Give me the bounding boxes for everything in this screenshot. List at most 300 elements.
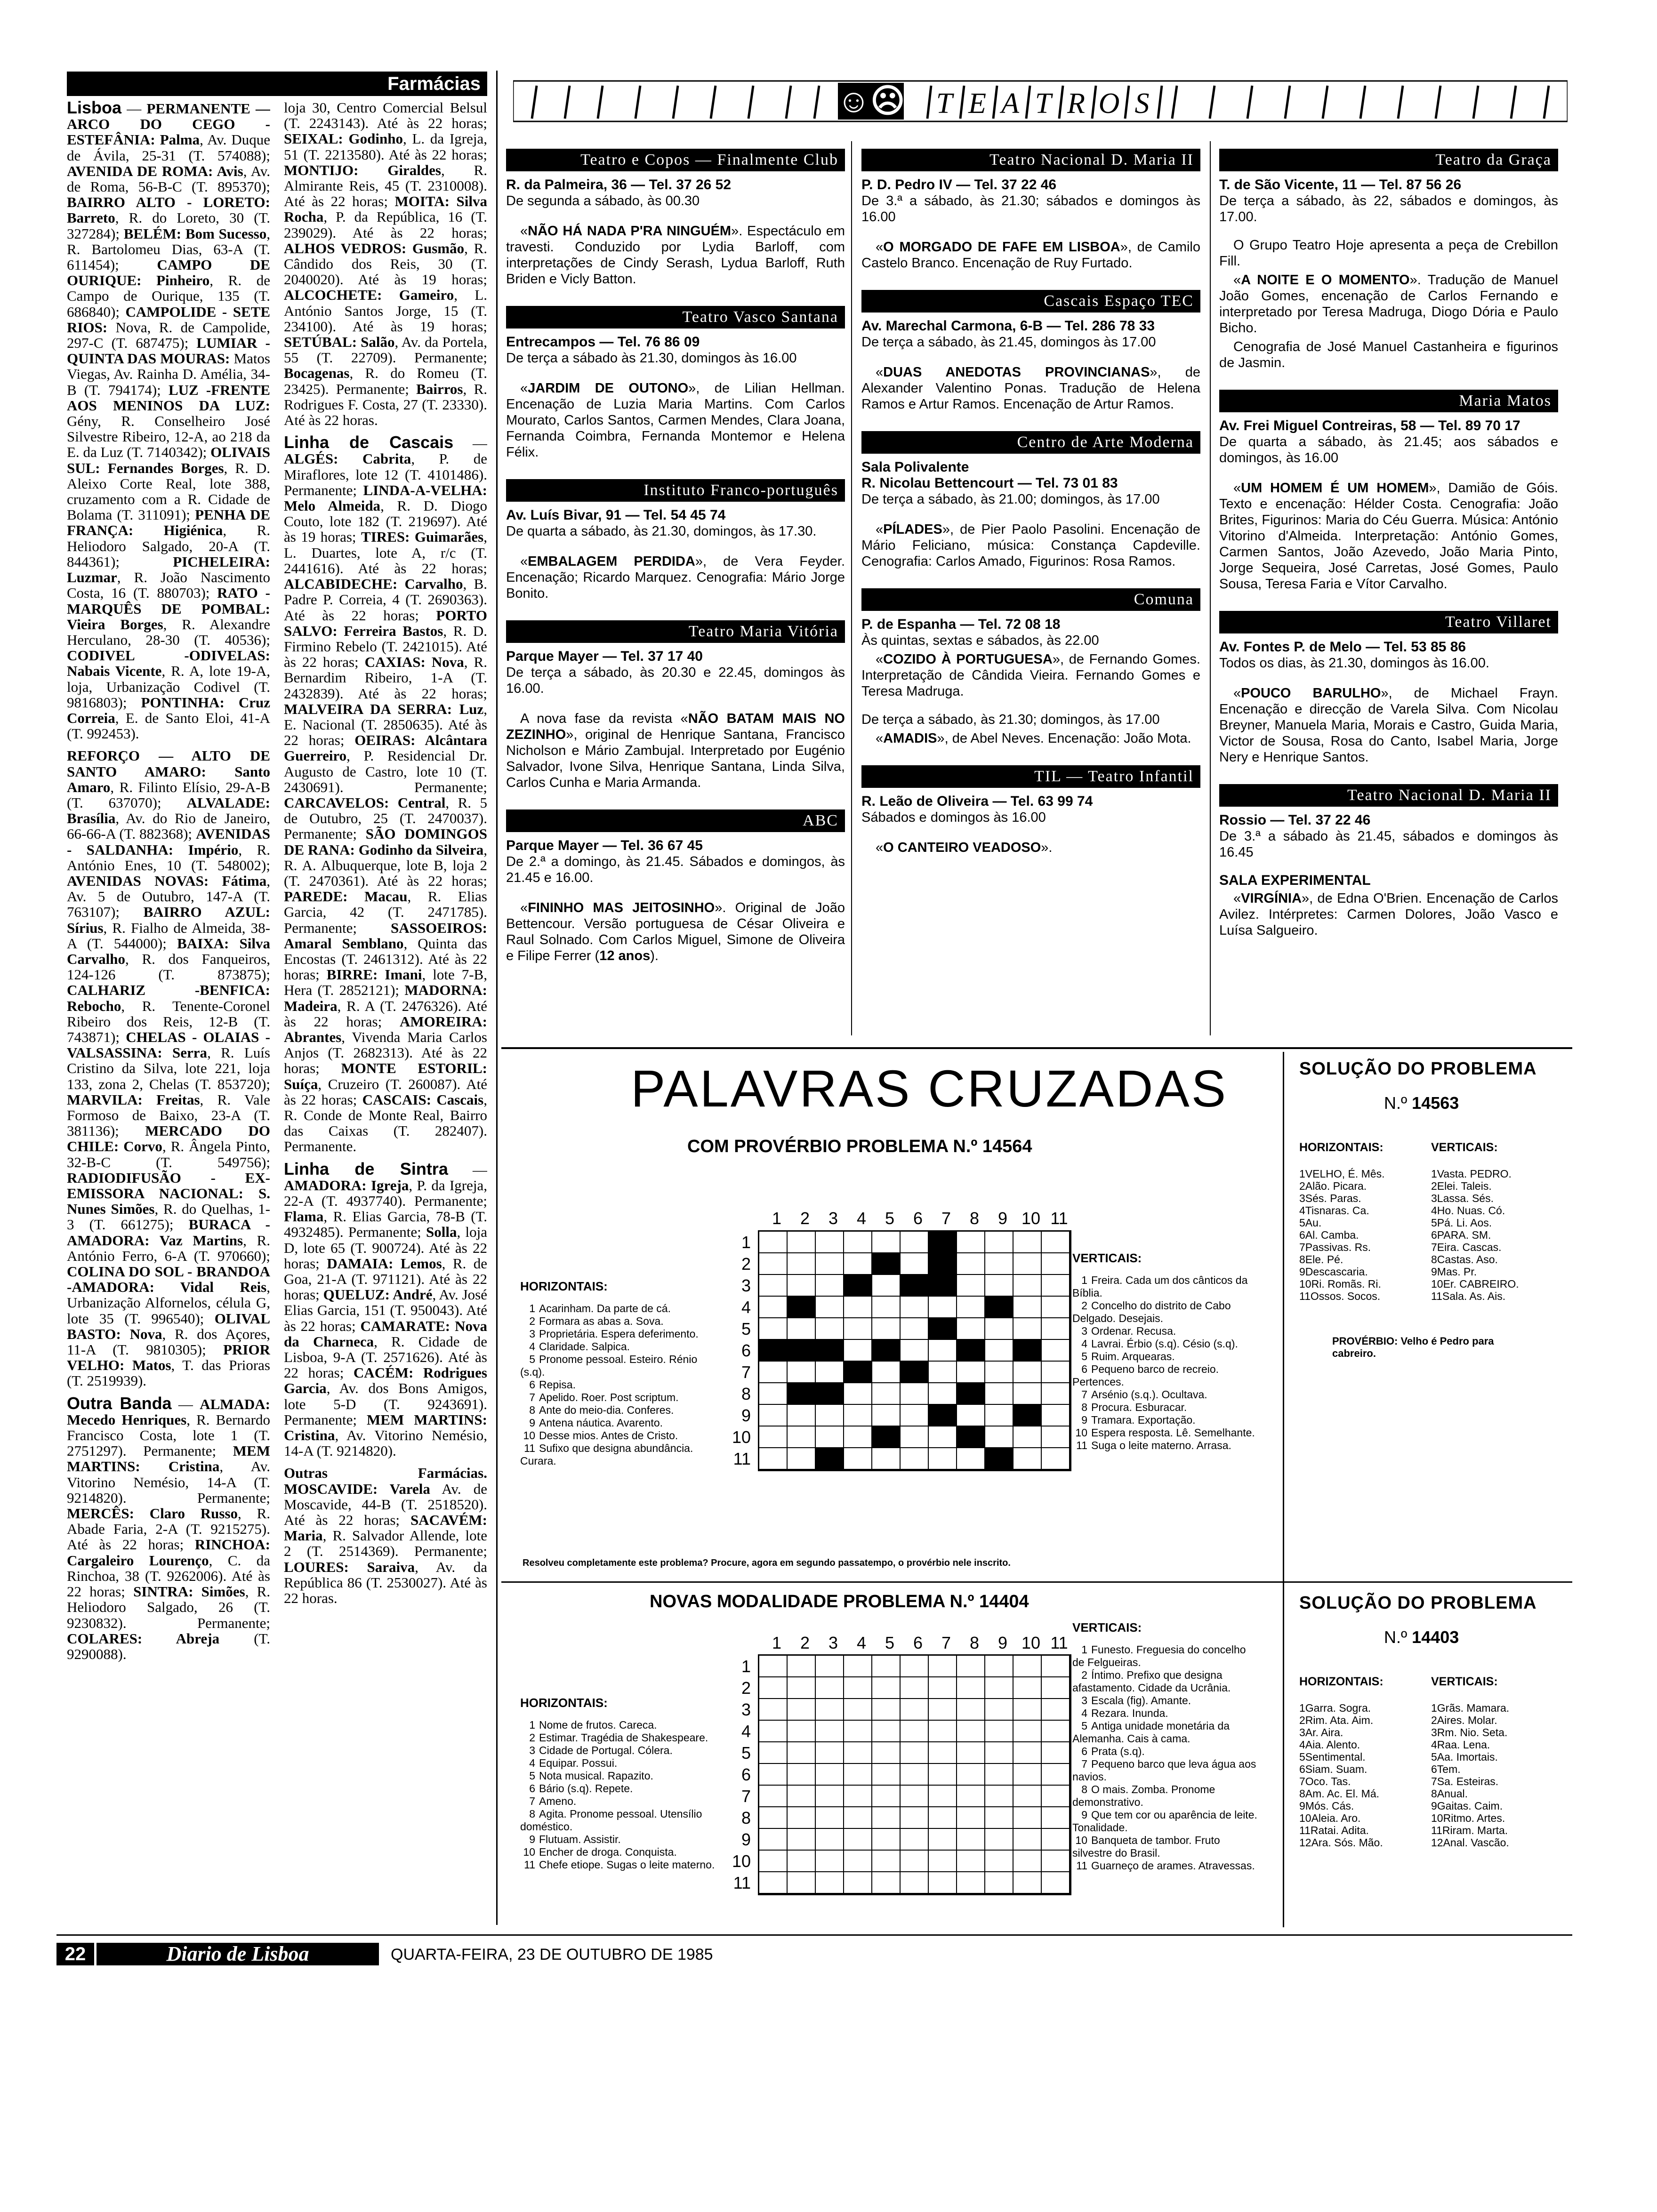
- grid-cell[interactable]: [816, 1764, 844, 1786]
- grid-cell[interactable]: [901, 1786, 929, 1807]
- black-cell: [788, 1340, 816, 1362]
- grid-cell[interactable]: [788, 1721, 816, 1742]
- grid-cell[interactable]: [1042, 1829, 1070, 1851]
- grid-cell[interactable]: [872, 1448, 901, 1470]
- grid-cell[interactable]: [872, 1807, 901, 1829]
- grid-cell[interactable]: [901, 1427, 929, 1448]
- grid-cell[interactable]: [1014, 1677, 1042, 1699]
- grid-cell[interactable]: [1042, 1318, 1070, 1340]
- column-number: 5: [885, 1209, 895, 1228]
- grid-cell[interactable]: [1014, 1318, 1042, 1340]
- grid-cell[interactable]: [759, 1677, 788, 1699]
- grid-cell[interactable]: [1014, 1427, 1042, 1448]
- grid-cell[interactable]: [788, 1851, 816, 1872]
- grid-cell[interactable]: [759, 1742, 788, 1764]
- grid-cell[interactable]: [1042, 1232, 1070, 1253]
- clue: 11 Guarneço de arames. Atravessas.: [1076, 1859, 1255, 1872]
- grid-cell[interactable]: [788, 1318, 816, 1340]
- grid-cell[interactable]: [1042, 1297, 1070, 1318]
- grid-cell[interactable]: [1014, 1699, 1042, 1721]
- grid-cell[interactable]: [901, 1677, 929, 1699]
- grid-cell[interactable]: [872, 1742, 901, 1764]
- grid-cell[interactable]: [816, 1253, 844, 1275]
- grid-cell[interactable]: [957, 1275, 985, 1297]
- grid-cell[interactable]: [985, 1362, 1014, 1383]
- clue: 4Tisnaras. Ca.: [1299, 1204, 1369, 1217]
- grid-cell[interactable]: [759, 1764, 788, 1786]
- clue: 10Ritmo. Artes.: [1431, 1812, 1505, 1824]
- verticais-clues-1: [1072, 1252, 1261, 1452]
- grid-cell[interactable]: [759, 1362, 788, 1383]
- grid-cell[interactable]: [901, 1699, 929, 1721]
- grid-cell[interactable]: [759, 1656, 788, 1677]
- grid-cell[interactable]: [929, 1362, 957, 1383]
- header-letter: E: [968, 88, 986, 120]
- grid-cell[interactable]: [1014, 1829, 1042, 1851]
- row-number: 11: [733, 1449, 751, 1468]
- clue: 6 Bário (s.q). Repete.: [529, 1782, 633, 1795]
- clue: 11 Chefe etiope. Sugas o leite materno.: [524, 1859, 715, 1871]
- grid-cell[interactable]: [1042, 1405, 1070, 1427]
- clue: 4Ho. Nuas. Có.: [1431, 1204, 1505, 1217]
- grid-cell[interactable]: [816, 1297, 844, 1318]
- grid-cell[interactable]: [788, 1275, 816, 1297]
- grid-cell[interactable]: [759, 1318, 788, 1340]
- grid-cell[interactable]: [1014, 1786, 1042, 1807]
- grid-cell[interactable]: [788, 1764, 816, 1786]
- clue: 8 Agita. Pronome pessoal. Utensílio doméstico.: [520, 1808, 702, 1833]
- grid-cell[interactable]: [1042, 1427, 1070, 1448]
- grid-cell[interactable]: [901, 1448, 929, 1470]
- grid-cell[interactable]: [788, 1829, 816, 1851]
- grid-cell[interactable]: [816, 1362, 844, 1383]
- row-number: 5: [741, 1743, 751, 1763]
- grid-cell[interactable]: [816, 1721, 844, 1742]
- grid-cell[interactable]: [759, 1786, 788, 1807]
- clue: 2 Formara as abas a. Sova.: [529, 1315, 664, 1327]
- grid-cell[interactable]: [1014, 1253, 1042, 1275]
- theatre-play: «EMBALAGEM PERDIDA», de Vera Feyder. Encenação; Ricardo Marquez. Cenografia: Mário Jorge Bonito.: [506, 554, 845, 601]
- grid-cell[interactable]: [901, 1253, 929, 1275]
- farmacia-paragraph: REFORÇO — ALTO DE SANTO AMARO: Santo Amaro, R. Filinto Elísio, 29-A-B (T. 637070); ALVALADE: Brasília, Av. do Rio de Janeiro, 66-66-A (T. 882368); AVENIDAS - SALDANHA: Império, R. António Enes, 10 (T. 548002); AVENIDAS NOVAS: Fátima, Av. 5 de Outubro, 147-A (T. 763107); BAIRRO AZUL: Sírius, R. Fialho de Almeida, 38-A (T. 544000); BAIXA: Silva Carvalho, R. dos Fanqueiros, 124-126 (T. 873875); CALHARIZ -BENFICA: Rebocho, R. Tenente-Coronel Ribeiro dos Reis, 12-B (T. 743871); CHELAS - OLAIAS - VALSASSINA: Serra, R. Luís Cristino da Silva, lote 221, loja 133, zona 2, Chelas (T. 853720); MARVILA: Freitas, R. Vale Formoso de Baixo, 23-A (T. 381136); MERCADO DO CHILE: Corvo, R. Ângela Pinto, 32-B-C (T. 549756); RADIODIFUSÃO - EX-EMISSORA NACIONAL: S. Nunes Simões, R. do Quelhas, 1-3 (T. 661275); BURACA - AMADORA: Vaz Martins, R. António Ferro, 6-A (T. 970660); COLINA DO SOL - BRANDOA -AMADORA: Vidal Reis, Urbanização Alfornelos, célula G, lote 35 (T. 996540); OLIVAL BASTO: Nova, R. dos Açores, 11-A (T. 9810305); PRIOR VELHO: Matos, T. das Prioras (T. 2519939).: [67, 747, 270, 1389]
- grid-cell[interactable]: [759, 1721, 788, 1742]
- grid-cell[interactable]: [759, 1427, 788, 1448]
- grid-cell[interactable]: [788, 1807, 816, 1829]
- grid-cell[interactable]: [844, 1699, 872, 1721]
- theatre-name: Instituto Franco-português: [506, 479, 845, 502]
- grid-cell[interactable]: [985, 1764, 1014, 1786]
- theatre-address: Parque Mayer — Tel. 37 17 40: [506, 649, 703, 664]
- grid-cell[interactable]: [929, 1427, 957, 1448]
- grid-cell[interactable]: [1042, 1807, 1070, 1829]
- solucao-v-title: VERTICAIS:: [1431, 1675, 1498, 1688]
- grid-cell[interactable]: [1042, 1275, 1070, 1297]
- grid-cell[interactable]: [929, 1851, 957, 1872]
- grid-cell[interactable]: [844, 1232, 872, 1253]
- clue: 10Er. CABREIRO.: [1431, 1278, 1519, 1290]
- grid-cell[interactable]: [957, 1656, 985, 1677]
- clue: 3 Escala (fig). Amante.: [1081, 1694, 1191, 1707]
- grid-cell[interactable]: [844, 1405, 872, 1427]
- grid-cell[interactable]: [844, 1851, 872, 1872]
- theatre-play: «O MORGADO DE FAFE EM LISBOA», de Camilo Castelo Branco. Encenação de Ruy Furtado.: [861, 240, 1200, 271]
- grid-cell[interactable]: [1042, 1721, 1070, 1742]
- grid-cell[interactable]: [1014, 1807, 1042, 1829]
- grid-cell[interactable]: [1042, 1851, 1070, 1872]
- clue: 8Ele. Pé.: [1299, 1253, 1343, 1266]
- grid-cell[interactable]: [844, 1448, 872, 1470]
- grid-cell[interactable]: [1042, 1872, 1070, 1894]
- clue: 10Aleia. Aro.: [1299, 1812, 1361, 1824]
- grid-cell[interactable]: [957, 1699, 985, 1721]
- grid-cell[interactable]: [759, 1699, 788, 1721]
- grid-cell[interactable]: [901, 1340, 929, 1362]
- grid-cell[interactable]: [872, 1297, 901, 1318]
- grid-cell[interactable]: [872, 1872, 901, 1894]
- grid-cell[interactable]: [872, 1829, 901, 1851]
- grid-cell[interactable]: [1042, 1764, 1070, 1786]
- grid-cell[interactable]: [872, 1232, 901, 1253]
- farmacia-paragraph: Linha de Cascais — ALGÉS: Cabrita, P. de Miraflores, lote 12 (T. 4101486). Permanente; LINDA-A-VELHA: Melo Almeida, R. D. Diogo Couto, lote 182 (T. 219697). Até às 19 horas; TIRES: Guimarães, L. Duartes, lote A, r/c (T. 2441616). Até às 22 horas; ALCABIDECHE: Carvalho, B. Padre P. Correia, 4 (T. 2690363). Até às 22 horas; PORTO SALVO: Ferreira Bastos, R. D. Firmino Rebelo (T. 2421015). Até às 22 horas; CAXIAS: Nova, R. Bernardim Ribeiro, 1-A (T. 2432839). Até às 22 horas; MALVEIRA DA SERRA: Luz, E. Nacional (T. 2850635). Até às 22 horas; OEIRAS: Alcântara Guerreiro, P. Residencial Dr. Augusto de Castro, lote 10 (T. 2430691). Permanente; CARCAVELOS: Central, R. 5 de Outubro, 25 (T. 2470037). Permanente; SÃO DOMINGOS DE RANA: Godinho da Silveira, R. A. Albuquerque, lote B, loja 2 (T. 2470361). Até às 22 horas; PAREDE: Macau, R. Elias Garcia, 42 (T. 2471785). Permanente; SASSOEIROS: Amaral Semblano, Quinta das Encostas (T. 2461312). Até às 22 horas; BIRRE: Imani, lote 7-B, Hera (T. 2852121); MADORNA: Madeira, R. A (T. 2476326). Até às 22 horas; AMOREIRA: Abrantes, Vivenda Maria Carlos Anjos (T. 2682313). Até às 22 horas; MONTE ESTORIL: Suíça, Cruzeiro (T. 260087). Até às 22 horas; CASCAIS: Cascais, R. Conde de Monte Real, Bairro das Caixas (T. 282407). Permanente.: [284, 433, 487, 1155]
- grid-cell[interactable]: [788, 1362, 816, 1383]
- footer-date: QUARTA-FEIRA, 23 DE OUTUBRO DE 1985: [391, 1946, 713, 1964]
- grid-cell[interactable]: [929, 1448, 957, 1470]
- grid-cell[interactable]: [985, 1851, 1014, 1872]
- grid-cell[interactable]: [844, 1318, 872, 1340]
- grid-cell[interactable]: [957, 1807, 985, 1829]
- grid-cell[interactable]: [788, 1405, 816, 1427]
- grid-cell[interactable]: [985, 1807, 1014, 1829]
- grid-cell[interactable]: [985, 1253, 1014, 1275]
- grid-cell[interactable]: [985, 1275, 1014, 1297]
- solucao-verticais: [1431, 1675, 1563, 1849]
- grid-cell[interactable]: [957, 1764, 985, 1786]
- section-divider: [501, 1581, 1572, 1583]
- grid-cell[interactable]: [872, 1677, 901, 1699]
- grid-cell[interactable]: [929, 1807, 957, 1829]
- grid-cell[interactable]: [844, 1656, 872, 1677]
- grid-cell[interactable]: [759, 1448, 788, 1470]
- grid-cell[interactable]: [759, 1232, 788, 1253]
- grid-cell[interactable]: [844, 1427, 872, 1448]
- grid-cell[interactable]: [1014, 1764, 1042, 1786]
- grid-cell[interactable]: [901, 1721, 929, 1742]
- grid-cell[interactable]: [759, 1807, 788, 1829]
- grid-cell[interactable]: [816, 1677, 844, 1699]
- grid-cell[interactable]: [929, 1297, 957, 1318]
- grid-cell[interactable]: [872, 1764, 901, 1786]
- verticais-clues-2: [1072, 1621, 1261, 1872]
- grid-cell[interactable]: [759, 1829, 788, 1851]
- grid-cell[interactable]: [985, 1699, 1014, 1721]
- grid-cell[interactable]: [901, 1405, 929, 1427]
- footer-rule: [56, 1934, 1572, 1936]
- grid-cell[interactable]: [816, 1318, 844, 1340]
- grid-cell[interactable]: [957, 1448, 985, 1470]
- grid-cell[interactable]: [1014, 1851, 1042, 1872]
- grid-cell[interactable]: [816, 1829, 844, 1851]
- clue: 6 Pequeno barco de recreio. Pertences.: [1072, 1363, 1219, 1388]
- grid-cell[interactable]: [1014, 1275, 1042, 1297]
- grid-cell[interactable]: [1042, 1699, 1070, 1721]
- grid-cell[interactable]: [901, 1318, 929, 1340]
- grid-cell[interactable]: [1014, 1297, 1042, 1318]
- grid-cell[interactable]: [844, 1721, 872, 1742]
- grid-cell[interactable]: [957, 1232, 985, 1253]
- black-cell: [929, 1318, 957, 1340]
- grid-cell[interactable]: [985, 1340, 1014, 1362]
- clue: 10 Desse mios. Antes de Cristo.: [523, 1429, 678, 1442]
- grid-cell[interactable]: [901, 1232, 929, 1253]
- grid-cell[interactable]: [872, 1362, 901, 1383]
- grid-cell[interactable]: [816, 1786, 844, 1807]
- grid-cell[interactable]: [957, 1851, 985, 1872]
- clue: 8 Ante do meio-dia. Conferes.: [529, 1404, 674, 1416]
- grid-cell[interactable]: [985, 1786, 1014, 1807]
- theatre-listing: [506, 306, 845, 460]
- row-number: 6: [741, 1341, 751, 1360]
- crossword-grid-1[interactable]: [758, 1230, 1071, 1471]
- theatre-listing: [1219, 611, 1558, 765]
- grid-cell[interactable]: [929, 1764, 957, 1786]
- clue: 7 Apelido. Roer. Post scriptum.: [529, 1391, 679, 1403]
- grid-cell[interactable]: [957, 1318, 985, 1340]
- grid-cell[interactable]: [929, 1829, 957, 1851]
- theatre-address: Sala Polivalente: [861, 459, 969, 475]
- grid-cell[interactable]: [788, 1253, 816, 1275]
- teatros-column-2: [861, 149, 1200, 874]
- grid-cell[interactable]: [788, 1699, 816, 1721]
- grid-cell[interactable]: [957, 1405, 985, 1427]
- black-cell: [788, 1297, 816, 1318]
- grid-cell[interactable]: [957, 1362, 985, 1383]
- clue: 10 Espera resposta. Lê. Semelhante.: [1075, 1427, 1255, 1439]
- grid-cell[interactable]: [1042, 1362, 1070, 1383]
- grid-cell[interactable]: [844, 1297, 872, 1318]
- clue: 6PARA. SM.: [1431, 1229, 1491, 1241]
- grid-cell[interactable]: [872, 1656, 901, 1677]
- theatre-listing: [1219, 784, 1558, 938]
- grid-cell[interactable]: [788, 1448, 816, 1470]
- grid-cell[interactable]: [872, 1275, 901, 1297]
- grid-cell[interactable]: [788, 1427, 816, 1448]
- grid-cell[interactable]: [1042, 1677, 1070, 1699]
- grid-cell[interactable]: [759, 1383, 788, 1405]
- grid-cell[interactable]: [929, 1677, 957, 1699]
- grid-cell[interactable]: [788, 1656, 816, 1677]
- grid-cell[interactable]: [816, 1742, 844, 1764]
- grid-cell[interactable]: [957, 1829, 985, 1851]
- theatre-address: R. da Palmeira, 36 — Tel. 37 26 52: [506, 177, 732, 192]
- grid-cell[interactable]: [816, 1872, 844, 1894]
- grid-cell[interactable]: [844, 1786, 872, 1807]
- grid-cell[interactable]: [872, 1851, 901, 1872]
- grid-cell[interactable]: [929, 1699, 957, 1721]
- grid-cell[interactable]: [901, 1851, 929, 1872]
- grid-cell[interactable]: [985, 1427, 1014, 1448]
- grid-cell[interactable]: [929, 1721, 957, 1742]
- grid-cell[interactable]: [929, 1742, 957, 1764]
- black-cell: [929, 1232, 957, 1253]
- clue: 4 Claridade. Salpica.: [529, 1340, 630, 1353]
- grid-cell[interactable]: [929, 1340, 957, 1362]
- theatre-listing: [861, 290, 1200, 412]
- grid-cell[interactable]: [1042, 1448, 1070, 1470]
- grid-cell[interactable]: [957, 1253, 985, 1275]
- theatre-name: TIL — Teatro Infantil: [861, 765, 1200, 788]
- grid-cell[interactable]: [816, 1807, 844, 1829]
- grid-cell[interactable]: [816, 1699, 844, 1721]
- grid-cell[interactable]: [957, 1872, 985, 1894]
- grid-cell[interactable]: [1014, 1656, 1042, 1677]
- grid-cell[interactable]: [816, 1851, 844, 1872]
- grid-cell[interactable]: [985, 1405, 1014, 1427]
- theatre-listing: [506, 149, 845, 287]
- grid-cell[interactable]: [985, 1721, 1014, 1742]
- grid-cell[interactable]: [957, 1742, 985, 1764]
- grid-cell[interactable]: [1014, 1232, 1042, 1253]
- grid-cell[interactable]: [929, 1872, 957, 1894]
- grid-cell[interactable]: [816, 1656, 844, 1677]
- grid-cell[interactable]: [901, 1807, 929, 1829]
- grid-cell[interactable]: [1014, 1721, 1042, 1742]
- grid-cell[interactable]: [957, 1786, 985, 1807]
- grid-cell[interactable]: [844, 1677, 872, 1699]
- grid-cell[interactable]: [901, 1297, 929, 1318]
- grid-cell[interactable]: [901, 1872, 929, 1894]
- grid-cell[interactable]: [901, 1742, 929, 1764]
- grid-cell[interactable]: [844, 1383, 872, 1405]
- grid-cell[interactable]: [1042, 1383, 1070, 1405]
- clue: 12Anal. Vascão.: [1431, 1836, 1509, 1849]
- grid-cell[interactable]: [901, 1656, 929, 1677]
- grid-cell[interactable]: [788, 1786, 816, 1807]
- grid-cell[interactable]: [1042, 1656, 1070, 1677]
- theatre-play: «POUCO BARULHO», de Michael Frayn. Encenação e direcção de Varela Silva. Com Nicolau Breyner, Manuela Maria, Morais e Castro, Guida Maria, Victor de Sousa, Rosa do Canto, Isabel Maria, Jorge Nery e Henrique Santos.: [1219, 686, 1558, 765]
- grid-cell[interactable]: [844, 1253, 872, 1275]
- grid-cell[interactable]: [985, 1829, 1014, 1851]
- clues-heading: VERTICAIS:: [1072, 1620, 1142, 1635]
- theatre-address: Av. Marechal Carmona, 6-B — Tel. 286 78 33: [861, 318, 1155, 334]
- grid-cell[interactable]: [1042, 1742, 1070, 1764]
- grid-cell[interactable]: [985, 1677, 1014, 1699]
- grid-cell[interactable]: [844, 1807, 872, 1829]
- theatre-play: «FININHO MAS JEITOSINHO». Original de João Bettencour. Versão portuguesa de César Oliveira e Raul Solnado. Com Carlos Miguel, Simone de Oliveira e Filipe Ferrer (12 anos).: [506, 900, 845, 963]
- grid-cell[interactable]: [901, 1764, 929, 1786]
- grid-cell[interactable]: [759, 1275, 788, 1297]
- theatre-address: P. de Espanha — Tel. 72 08 18: [861, 617, 1061, 632]
- grid-cell[interactable]: [985, 1232, 1014, 1253]
- grid-cell[interactable]: [985, 1656, 1014, 1677]
- clue: 9 Que tem cor ou aparência de leite. Tonalidade.: [1072, 1809, 1257, 1834]
- row-number: 11: [733, 1873, 751, 1892]
- grid-cell[interactable]: [759, 1872, 788, 1894]
- clue: 9Mas. Pr.: [1431, 1266, 1477, 1278]
- grid-cell[interactable]: [788, 1232, 816, 1253]
- row-number: 1: [741, 1233, 751, 1252]
- clue: 9Descascaria.: [1299, 1266, 1368, 1278]
- grid-cell[interactable]: [985, 1383, 1014, 1405]
- grid-cell[interactable]: [759, 1405, 788, 1427]
- column-number: 7: [941, 1633, 951, 1652]
- grid-cell[interactable]: [872, 1699, 901, 1721]
- grid-cell[interactable]: [759, 1851, 788, 1872]
- grid-cell[interactable]: [929, 1383, 957, 1405]
- grid-cell[interactable]: [929, 1786, 957, 1807]
- theatre-name: Teatro e Copos — Finalmente Club: [506, 149, 845, 171]
- grid-cell[interactable]: [816, 1232, 844, 1253]
- grid-cell[interactable]: [872, 1721, 901, 1742]
- clue: 9 Flutuam. Assistir.: [529, 1833, 621, 1845]
- grid-cell[interactable]: [1042, 1340, 1070, 1362]
- grid-cell[interactable]: [1042, 1253, 1070, 1275]
- header-letter: T: [936, 88, 953, 120]
- clue: 11 Suga o leite materno. Arrasa.: [1076, 1439, 1231, 1451]
- grid-cell[interactable]: [901, 1829, 929, 1851]
- grid-cell[interactable]: [985, 1318, 1014, 1340]
- theatre-times: De terça a sábado, às 21.30; domingos, às 17.00: [861, 712, 1160, 727]
- grid-cell[interactable]: [1014, 1872, 1042, 1894]
- black-cell: [901, 1362, 929, 1383]
- grid-cell[interactable]: [788, 1872, 816, 1894]
- header-letter: T: [1035, 88, 1052, 120]
- theatre-times: Às quintas, sextas e sábados, às 22.00: [861, 633, 1099, 648]
- grid-cell[interactable]: [844, 1764, 872, 1786]
- theatre-listing: [506, 809, 845, 964]
- grid-cell[interactable]: [872, 1383, 901, 1405]
- crossword-grid-2[interactable]: [758, 1654, 1071, 1895]
- grid-cell[interactable]: [872, 1318, 901, 1340]
- grid-cell[interactable]: [759, 1253, 788, 1275]
- grid-cell[interactable]: [957, 1721, 985, 1742]
- grid-cell[interactable]: [816, 1427, 844, 1448]
- grid-cell[interactable]: [872, 1786, 901, 1807]
- grid-cell[interactable]: [872, 1405, 901, 1427]
- theatre-address: Rossio — Tel. 37 22 46: [1219, 812, 1371, 828]
- grid-cell[interactable]: [788, 1677, 816, 1699]
- column-number: 3: [828, 1209, 838, 1228]
- grid-cell[interactable]: [957, 1677, 985, 1699]
- theatre-name: Teatro da Graça: [1219, 149, 1558, 171]
- grid-cell[interactable]: [1042, 1786, 1070, 1807]
- clue: 4Aia. Alento.: [1299, 1739, 1360, 1751]
- grid-cell[interactable]: [844, 1340, 872, 1362]
- grid-cell[interactable]: [985, 1742, 1014, 1764]
- grid-cell[interactable]: [816, 1405, 844, 1427]
- grid-cell[interactable]: [985, 1872, 1014, 1894]
- grid-cell[interactable]: [759, 1297, 788, 1318]
- clue: 3Lassa. Sés.: [1431, 1192, 1494, 1204]
- grid-cell[interactable]: [1014, 1448, 1042, 1470]
- theatre-listing: [861, 765, 1200, 856]
- black-cell: [957, 1427, 985, 1448]
- grid-cell[interactable]: [1014, 1362, 1042, 1383]
- grid-cell[interactable]: [816, 1275, 844, 1297]
- clue: 4 Lavrai. Érbio (s.q). Césio (s.q).: [1081, 1338, 1238, 1350]
- grid-cell[interactable]: [1014, 1742, 1042, 1764]
- solucao-title: SOLUÇÃO DO PROBLEMA: [1299, 1593, 1537, 1613]
- grid-cell[interactable]: [957, 1297, 985, 1318]
- grid-cell[interactable]: [929, 1656, 957, 1677]
- grid-cell[interactable]: [844, 1872, 872, 1894]
- grid-cell[interactable]: [788, 1742, 816, 1764]
- grid-cell[interactable]: [901, 1383, 929, 1405]
- grid-cell[interactable]: [844, 1742, 872, 1764]
- black-cell: [929, 1405, 957, 1427]
- column-number: 2: [800, 1209, 810, 1228]
- grid-cell[interactable]: [1014, 1383, 1042, 1405]
- grid-cell[interactable]: [844, 1829, 872, 1851]
